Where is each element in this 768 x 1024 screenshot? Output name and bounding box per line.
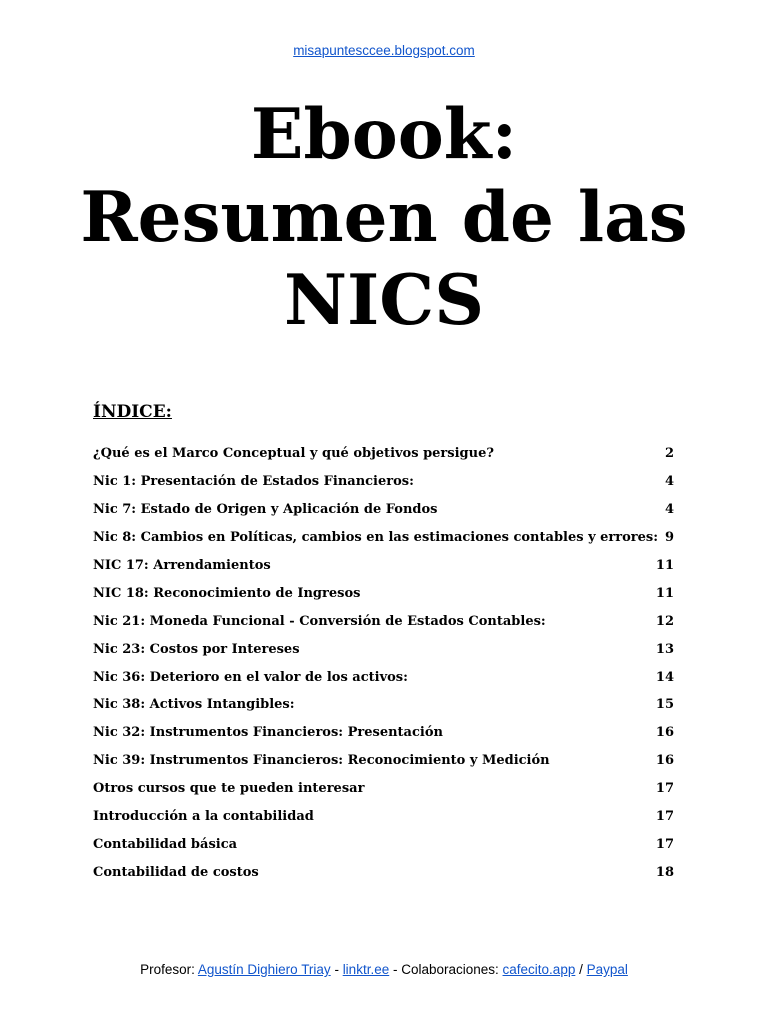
toc-entry-page: 17 <box>655 781 674 797</box>
toc-entry-page: 17 <box>655 809 674 825</box>
title-line-3: NICS <box>283 260 485 341</box>
toc-entry-title: Nic 23: Costos por Intereses <box>93 641 300 657</box>
toc-entry-title: Contabilidad básica <box>93 836 238 852</box>
toc-entry[interactable] <box>93 496 674 524</box>
toc-entry-page: 4 <box>664 502 674 518</box>
toc-entry-page: 18 <box>655 864 674 880</box>
toc-entry-title: Nic 1: Presentación de Estados Financieros: <box>93 474 414 490</box>
footer-collab-label: - Colaboraciones: <box>389 962 503 977</box>
toc-entry[interactable] <box>93 552 674 580</box>
toc-entry-page: 16 <box>655 753 674 769</box>
toc-entry-title: Otros cursos que te pueden interesar <box>93 781 365 797</box>
toc-entry-page: 2 <box>664 446 674 462</box>
footer <box>0 962 768 977</box>
toc-entry-page: 9 <box>664 530 674 546</box>
toc-entry[interactable] <box>93 635 674 663</box>
footer-prefix: Profesor: <box>140 962 198 977</box>
professor-link[interactable]: Agustín Dighiero Triay <box>197 962 331 977</box>
toc-entry-title: Nic 21: Moneda Funcional - Conversión de Estados Contables: <box>93 613 546 629</box>
toc-entry-title: Nic 32: Instrumentos Financieros: Presentación <box>93 725 443 741</box>
toc-entry-page: 12 <box>655 613 674 629</box>
paypal-link[interactable]: Paypal <box>586 962 628 977</box>
toc-entry[interactable] <box>93 803 674 831</box>
toc-entry-page: 11 <box>655 585 674 601</box>
linktree-link[interactable]: linktr.ee <box>342 962 390 977</box>
toc-entry-page: 13 <box>655 641 674 657</box>
toc-entry[interactable] <box>93 691 674 719</box>
toc-entry[interactable] <box>93 830 674 858</box>
toc-entry[interactable] <box>93 858 674 886</box>
toc-entry-title: Nic 38: Activos Intangibles: <box>93 697 295 713</box>
title-line-2: Resumen de las <box>80 177 688 258</box>
toc-entry-page: 4 <box>664 474 674 490</box>
toc-entry-title: Nic 7: Estado de Origen y Aplicación de Fondos <box>93 502 438 518</box>
toc-entry-title: ¿Qué es el Marco Conceptual y qué objetivos persigue? <box>93 446 494 462</box>
toc-heading: ÍNDICE: <box>93 402 172 422</box>
toc-entry[interactable] <box>93 524 674 552</box>
blog-link[interactable]: misapuntesccee.blogspot.com <box>293 43 475 58</box>
toc-entry-page: 17 <box>655 836 674 852</box>
toc-entry[interactable] <box>93 440 674 468</box>
toc-entry[interactable] <box>93 775 674 803</box>
toc-entry-title: Contabilidad de costos <box>93 864 259 880</box>
page-title <box>0 93 768 342</box>
toc-entry[interactable] <box>93 719 674 747</box>
table-of-contents <box>93 440 674 886</box>
toc-entry[interactable] <box>93 579 674 607</box>
title-line-1: Ebook: <box>250 94 518 175</box>
toc-entry-title: NIC 18: Reconocimiento de Ingresos <box>93 585 361 601</box>
toc-entry-title: Introducción a la contabilidad <box>93 809 314 825</box>
cafecito-link[interactable]: cafecito.app <box>502 962 576 977</box>
toc-entry[interactable] <box>93 747 674 775</box>
toc-entry-title: Nic 8: Cambios en Políticas, cambios en las estimaciones contables y errores: <box>93 530 659 546</box>
footer-separator: - <box>330 962 343 977</box>
toc-entry[interactable] <box>93 468 674 496</box>
toc-entry[interactable] <box>93 607 674 635</box>
footer-slash: / <box>575 962 587 977</box>
toc-entry[interactable] <box>93 663 674 691</box>
toc-entry-page: 15 <box>655 697 674 713</box>
toc-entry-title: NIC 17: Arrendamientos <box>93 558 271 573</box>
toc-entry-page: 16 <box>655 725 674 741</box>
toc-entry-page: 11 <box>655 558 674 573</box>
toc-entry-title: Nic 36: Deterioro en el valor de los activos: <box>93 669 408 685</box>
toc-entry-title: Nic 39: Instrumentos Financieros: Reconocimiento y Medición <box>93 753 550 769</box>
toc-entry-page: 14 <box>655 669 674 685</box>
